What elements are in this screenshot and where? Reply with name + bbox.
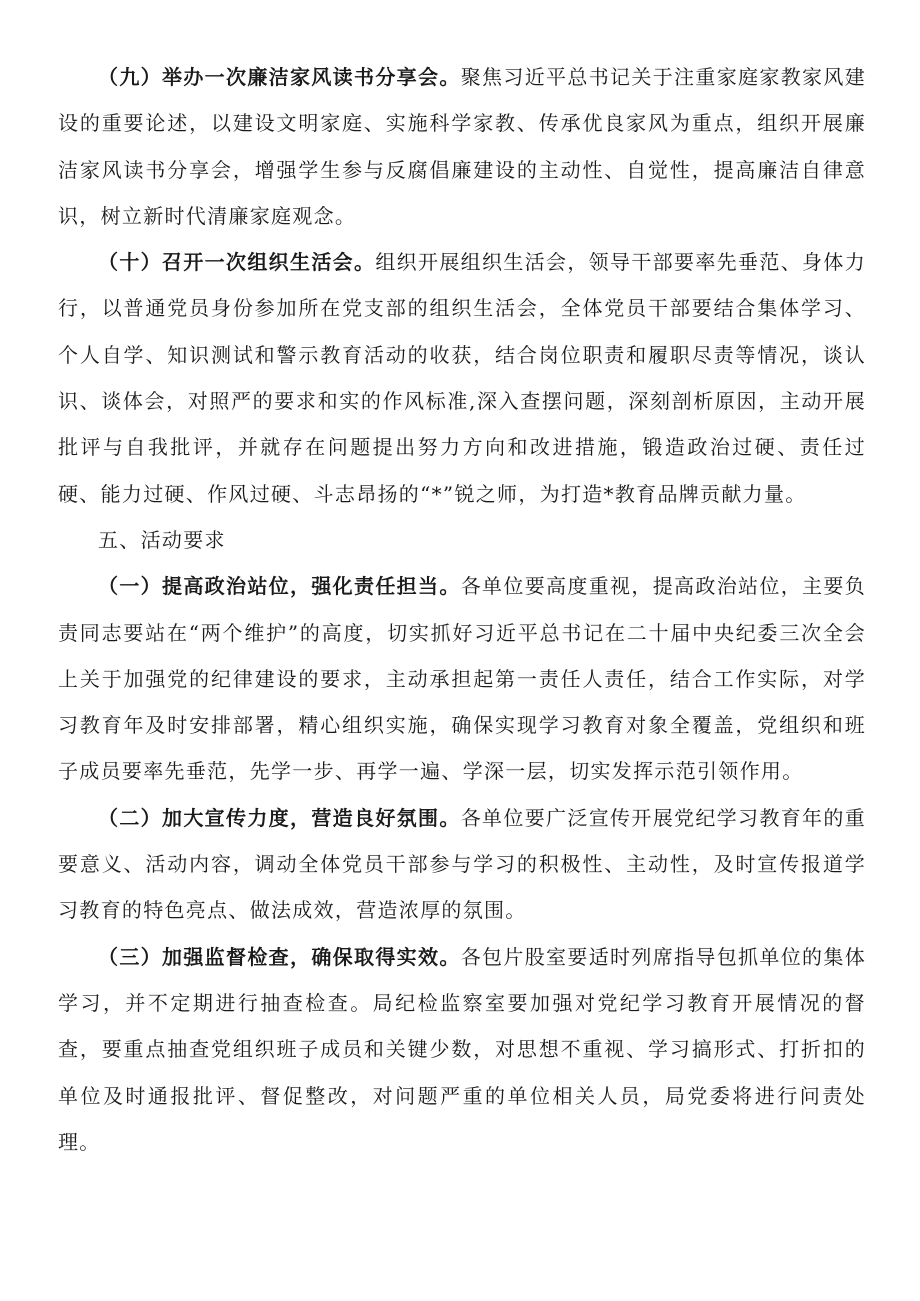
paragraph-item-10 (58, 239, 866, 517)
paragraph-lead: （九）举办一次廉洁家风读书分享会。 (98, 65, 461, 89)
paragraph-body: 各单位要高度重视，提高政治站位，主要负责同志要站在“两个维护”的高度，切实抓好习近平总书记在二十届中央纪委三次全会上关于加强党的纪律建设的要求，主动承担起第一责任人责任，结合工作实际，对学习教育年及时安排部署，精心组织实施，确保实现学习教育对象全覆盖，党组织和班子成员要率先垂范，先学一步、再学一遍、学深一层，切实发挥示范引领作用。 (58, 574, 866, 784)
paragraph-body: 各单位要广泛宣传开展党纪学习教育年的重要意义、活动内容，调动全体党员干部参与学习的积极性、主动性，及时宣传报道学习教育的特色亮点、做法成效，营造浓厚的氛围。 (58, 805, 866, 923)
paragraph-body: 组织开展组织生活会，领导干部要率先垂范、身体力行，以普通党员身份参加所在党支部的组织生活会，全体党员干部要结合集体学习、个人自学、知识测试和警示教育活动的收获，结合岗位职责和履职尽责等情况，谈认识、谈体会，对照严的要求和实的作风标准,深入查摆问题，深刻剖析原因，主动开展批评与自我批评，并就存在问题提出努力方向和改进措施，锻造政治过硬、责任过硬、能力过硬、作风过硬、斗志昂扬的“*”锐之师，为打造*教育品牌贡献力量。 (58, 250, 866, 506)
paragraph-body: 聚焦习近平总书记关于注重家庭家教家风建设的重要论述，以建设文明家庭、实施科学家教、传承优良家风为重点，组织开展廉洁家风读书分享会，增强学生参与反腐倡廉建设的主动性、自觉性，提高廉洁自律意识，树立新时代清廉家庭观念。 (58, 65, 866, 228)
requirement-item-3 (58, 934, 866, 1165)
paragraph-lead: （十）召开一次组织生活会。 (98, 250, 376, 275)
paragraph-lead: （二）加大宣传力度，营造良好氛围。 (98, 805, 461, 830)
requirement-item-1 (58, 563, 866, 794)
paragraph-body: 各包片股室要适时列席指导包抓单位的集体学习，并不定期进行抽查检查。局纪检监察室要加强对党纪学习教育开展情况的督查，要重点抽查党组织班子成员和关键少数，对思想不重视、学习搞形式、打折扣的单位及时通报批评、督促整改，对问题严重的单位相关人员，局党委将进行问责处理。 (58, 944, 866, 1154)
requirement-item-2 (58, 795, 866, 934)
paragraph-lead: （三）加强监督检查，确保取得实效。 (98, 944, 461, 969)
section-heading: 五、活动要求 (98, 527, 226, 552)
document-page (58, 54, 866, 1165)
paragraph-item-9 (58, 54, 866, 239)
paragraph-lead: （一）提高政治站位，强化责任担当。 (98, 574, 461, 599)
